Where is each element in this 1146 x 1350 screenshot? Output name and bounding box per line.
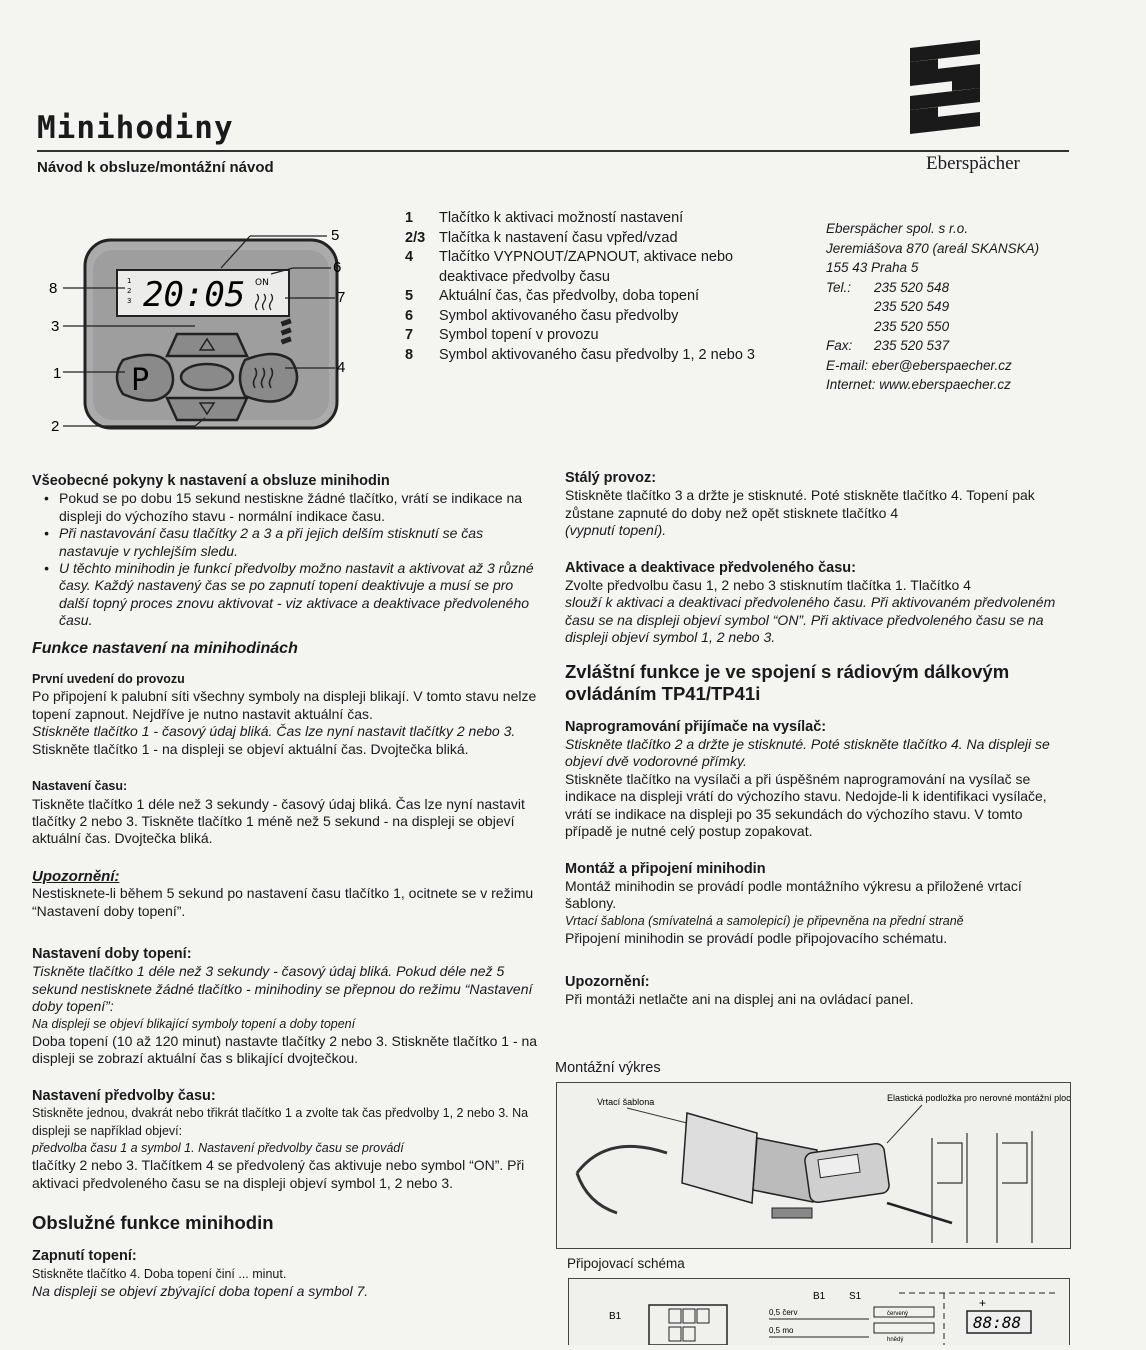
general-heading: Všeobecné pokyny k nastavení a obsluze minihodin — [32, 473, 390, 489]
tel-2: 235 520 549 — [874, 299, 950, 314]
preset-italic: předvolba času 1 a symbol 1. Nastavení předvolby času se provádí — [32, 1141, 404, 1155]
city: 155 43 Praha 5 — [826, 260, 919, 275]
mounting-drawing — [556, 1082, 1071, 1249]
connector — [772, 1208, 812, 1218]
perm-italic: (vypnutí topení). — [565, 522, 667, 539]
perm-heading: Stálý provoz: — [565, 470, 657, 486]
legend-item: 6 Symbol aktivovaného času předvolby — [405, 307, 679, 324]
on-heading: Zapnutí topení: — [32, 1248, 137, 1265]
first-text: Po připojení k palubní síti všechny symboly na displeji blikají. V tomto stavu nelze topení zapnout. Nejdříve je nutno nastavit aktuální čas. — [32, 688, 537, 722]
plus-terminal: + — [979, 1296, 987, 1310]
mount-text: Montáž minihodin se provádí podle montážního výkresu a přiložené vrtací šablony. — [565, 877, 1022, 912]
page-subtitle: Návod k obsluze/montážní návod — [37, 159, 274, 176]
wire-2-label: 0,5 mo — [769, 1326, 794, 1335]
callout-5: 5 — [331, 227, 340, 244]
wire-red-label: červený — [887, 1311, 909, 1317]
fax-number: 235 520 537 — [874, 338, 950, 353]
list-item: • U těchto minihodin je funkcí předvolby možno nastavit a aktivovat až 3 různé časy. Každý nastavený čas se po zapnutí topení deaktivuje a musí se pro další topný proces znovu aktivovat - viz aktivace a deaktivace předvoleného času. — [44, 560, 542, 630]
heat-italic: Tiskněte tlačítko 1 déle než 3 sekundy - časový údaj bliká. Pokud déle než 5 sekund nestisknete žádné tlačítko - minihodiny se přepnou do režimu “Nastavení doby topení”: — [32, 963, 533, 1015]
prog-italic: Stiskněte tlačítko 2 a držte je stisknuté. Poté stiskněte tlačítko 4. Na displeji se objeví dvě vodorovné přímky. — [565, 736, 1050, 770]
ops-heading: Obslužné funkce minihodin — [32, 1212, 274, 1234]
template-label: Vrtací šablona — [597, 1097, 655, 1107]
wiring-scheme — [568, 1278, 1070, 1345]
first-heading: První uvedení do provozu — [32, 672, 185, 687]
legend-item: 4 Tlačítko VYPNOUT/ZAPNOUT, aktivace nebo deaktivace předvolby času — [405, 249, 734, 285]
company-name: Eberspächer spol. s r.o. — [826, 221, 969, 236]
fax-label: Fax: — [826, 338, 853, 353]
functions-heading: Funkce nastavení na minihodinách — [32, 639, 298, 657]
legend-item: 5 Aktuální čas, čas předvolby, doba topení — [405, 288, 700, 304]
legend-item: 2/3 Tlačítka k nastavení času vpřed/vzad — [405, 229, 678, 246]
pad-label: Elastická podložka pro nerovné montážní plochy — [887, 1093, 1070, 1103]
preset-text: Stiskněte jednou, dvakrát nebo třikrát tlačítko 1 a zvolte tak čas předvolby 1, 2 nebo 3. Na displeji se například objeví: — [32, 1106, 529, 1138]
callout-3: 3 — [51, 318, 60, 335]
page-title: Minihodiny — [37, 110, 234, 146]
act-italic: slouží k aktivaci a deaktivaci předvoleného času. Při aktivovaném předvoleném času se na displeji objeví symbol “ON”. Při aktivace předvoleného času se na displeji objeví symbol 1, 2 nebo 3. — [565, 594, 1056, 646]
act-heading: Aktivace a deaktivace předvoleného času: — [565, 559, 856, 576]
warning-text: Nestisknete-li během 5 sekund po nastavení času tlačítko 1, ocitnete se v režimu “Nastavení doby topení”. — [32, 885, 534, 919]
callout-8: 8 — [49, 280, 58, 297]
perm-text: Stiskněte tlačítko 3 a držte je stisknuté. Poté stiskněte tlačítko 4. Topení pak zůstane zapnuté do doby než opět stisknete tlačítko 4 — [565, 487, 1035, 521]
device-legend — [405, 209, 800, 365]
display-preset-1: 1 — [127, 277, 132, 285]
callout-7: 7 — [337, 289, 346, 306]
callout-2: 2 — [51, 418, 60, 435]
mount-italic: Vrtací šablona (smívatelná a samolepicí) je připevněna na přední straně — [565, 913, 964, 928]
display-on-symbol: ON — [255, 278, 269, 288]
grip-icon — [281, 318, 292, 344]
callout-6: 6 — [333, 259, 342, 276]
scheme-label: Připojovací schéma — [567, 1256, 685, 1271]
first-italic: Stiskněte tlačítko 1 - časový údaj bliká. Čas lze nyní nastavit tlačítky 2 nebo 3. — [32, 723, 516, 740]
time-text: Tiskněte tlačítko 1 déle než 3 sekundy - časový údaj bliká. Čas lze nyní nastavit tlačítky 2 nebo 3. Tiskněte tlačítko 1 méně než 5 sekund - na displeji se objeví aktuální čas. Dvojtečka bliká. — [32, 795, 525, 847]
tel-1: 235 520 548 — [874, 279, 950, 295]
tel-label: Tel.: — [826, 279, 852, 295]
display-preset-3: 3 — [127, 297, 132, 305]
on-italic: Na displeji se objeví zbývající doba topení a symbol 7. — [32, 1283, 369, 1300]
preset-text2: tlačítky 2 nebo 3. Tlačítkem 4 se předvolený čas aktivuje nebo symbol “ON”. Při aktivaci předvoleného času se na displeji objeví symbol 1, 2 nebo 3. — [32, 1157, 525, 1191]
button-down[interactable] — [167, 398, 247, 420]
eberspaecher-logo — [908, 38, 984, 138]
prog-text: Stiskněte tlačítko na vysílači a při úspěšném naprogramování na vysílač se indikace na displeji vrátí do výchozího stavu. Nedojde-li k identifikaci vysílače, vrátí se indikace na displeji po 35 sekundách do výchozího stavu. V tomto případě je nutné celý postup zopakovat. — [565, 770, 1047, 840]
warning-heading: Upozornění: — [32, 867, 120, 885]
warn-heading: Upozornění: — [565, 973, 650, 990]
mount-heading: Montáž a připojení minihodin — [565, 860, 766, 877]
header-rule — [37, 150, 1069, 152]
brand-name: Eberspächer — [926, 153, 1020, 174]
display-preset-2: 2 — [127, 287, 132, 295]
time-heading: Nastavení času: — [32, 779, 128, 794]
email: E-mail: eber@eberspaecher.cz — [826, 357, 1012, 373]
s1-label: S1 — [849, 1291, 862, 1302]
act-text: Zvolte předvolbu času 1, 2 nebo 3 stisknutím tlačítka 1. Tlačítko 4 — [565, 577, 971, 594]
on-text: Stiskněte tlačítko 4. Doba topení činí ... minut. — [32, 1266, 287, 1281]
first-text2: Stiskněte tlačítko 1 - na displeji se objeví aktuální čas. Dvojtečka bliká. — [32, 740, 469, 757]
wire-brown-label: hnědý — [887, 1337, 904, 1343]
callout-4: 4 — [337, 359, 346, 376]
b1-label: B1 — [813, 1291, 826, 1302]
mount-text2: Připojení minihodin se provádí podle připojovacího schématu. — [565, 930, 948, 947]
button-heat[interactable] — [240, 354, 297, 402]
list-item: • Pokud se po dobu 15 sekund nestiskne žádné tlačítko, vrátí se indikace na displeji do výchozího stavu - normální indikace času. — [44, 490, 542, 525]
special-heading: Zvláštní funkce je ve spojení s rádiovým dálkovým ovládáním TP41/TP41i — [565, 660, 1010, 704]
tel-3: 235 520 550 — [874, 318, 950, 334]
right-column — [565, 470, 1065, 1008]
legend-item: 7 Symbol topení v provozu — [405, 327, 599, 343]
contact-block — [826, 219, 1066, 395]
connector-block — [649, 1305, 727, 1345]
list-item: • Při nastavování času tlačítky 2 a 3 a při jejich delším stisknutí se čas nastavuje v rychlejším sledu. — [44, 525, 542, 560]
website: Internet: www.eberspaecher.cz — [826, 377, 1011, 392]
general-list — [32, 490, 542, 629]
cable — [577, 1146, 667, 1213]
heat-italic2: Na displeji se objeví blikající symboly topení a doby topení — [32, 1016, 356, 1031]
left-column — [32, 473, 542, 1300]
button-up[interactable] — [167, 334, 247, 356]
surface-sections — [932, 1131, 1032, 1243]
device-illustration — [45, 222, 365, 437]
center-oval — [181, 364, 233, 390]
warn-text: Při montáži netlačte ani na displej ani na ovládací panel. — [565, 990, 914, 1007]
legend-item: 1 Tlačítko k aktivaci možností nastavení — [405, 210, 684, 226]
b1-label-left: B1 — [609, 1311, 622, 1322]
display-time: 20:05 — [143, 275, 246, 315]
preset-heading: Nastavení předvolby času: — [32, 1087, 216, 1104]
heat-heading: Nastavení doby topení: — [32, 945, 192, 962]
mounting-drawing-svg — [557, 1083, 1070, 1248]
scheme-display-text: 88:88 — [973, 1313, 1022, 1332]
mounting-drawing-label: Montážní výkres — [555, 1060, 661, 1076]
wiring-scheme-svg — [569, 1279, 1069, 1345]
callout-1: 1 — [53, 365, 62, 382]
drill-template — [682, 1113, 757, 1203]
button-p-label: P — [131, 363, 150, 398]
street-address: Jeremiášova 870 (areál SKANSKA) — [826, 240, 1040, 256]
legend-item: 8 Symbol aktivovaného času předvolby 1, 2 nebo 3 — [405, 346, 755, 363]
prog-heading: Naprogramování přijímače na vysílač: — [565, 718, 827, 735]
heat-text: Doba topení (10 až 120 minut) nastavte tlačítky 2 nebo 3. Stiskněte tlačítko 1 - na displeji se zobrazí aktuální čas s blikající dvojtečkou. — [32, 1032, 538, 1067]
screw — [887, 1203, 952, 1223]
wire-1-label: 0,5 červ — [769, 1308, 798, 1317]
